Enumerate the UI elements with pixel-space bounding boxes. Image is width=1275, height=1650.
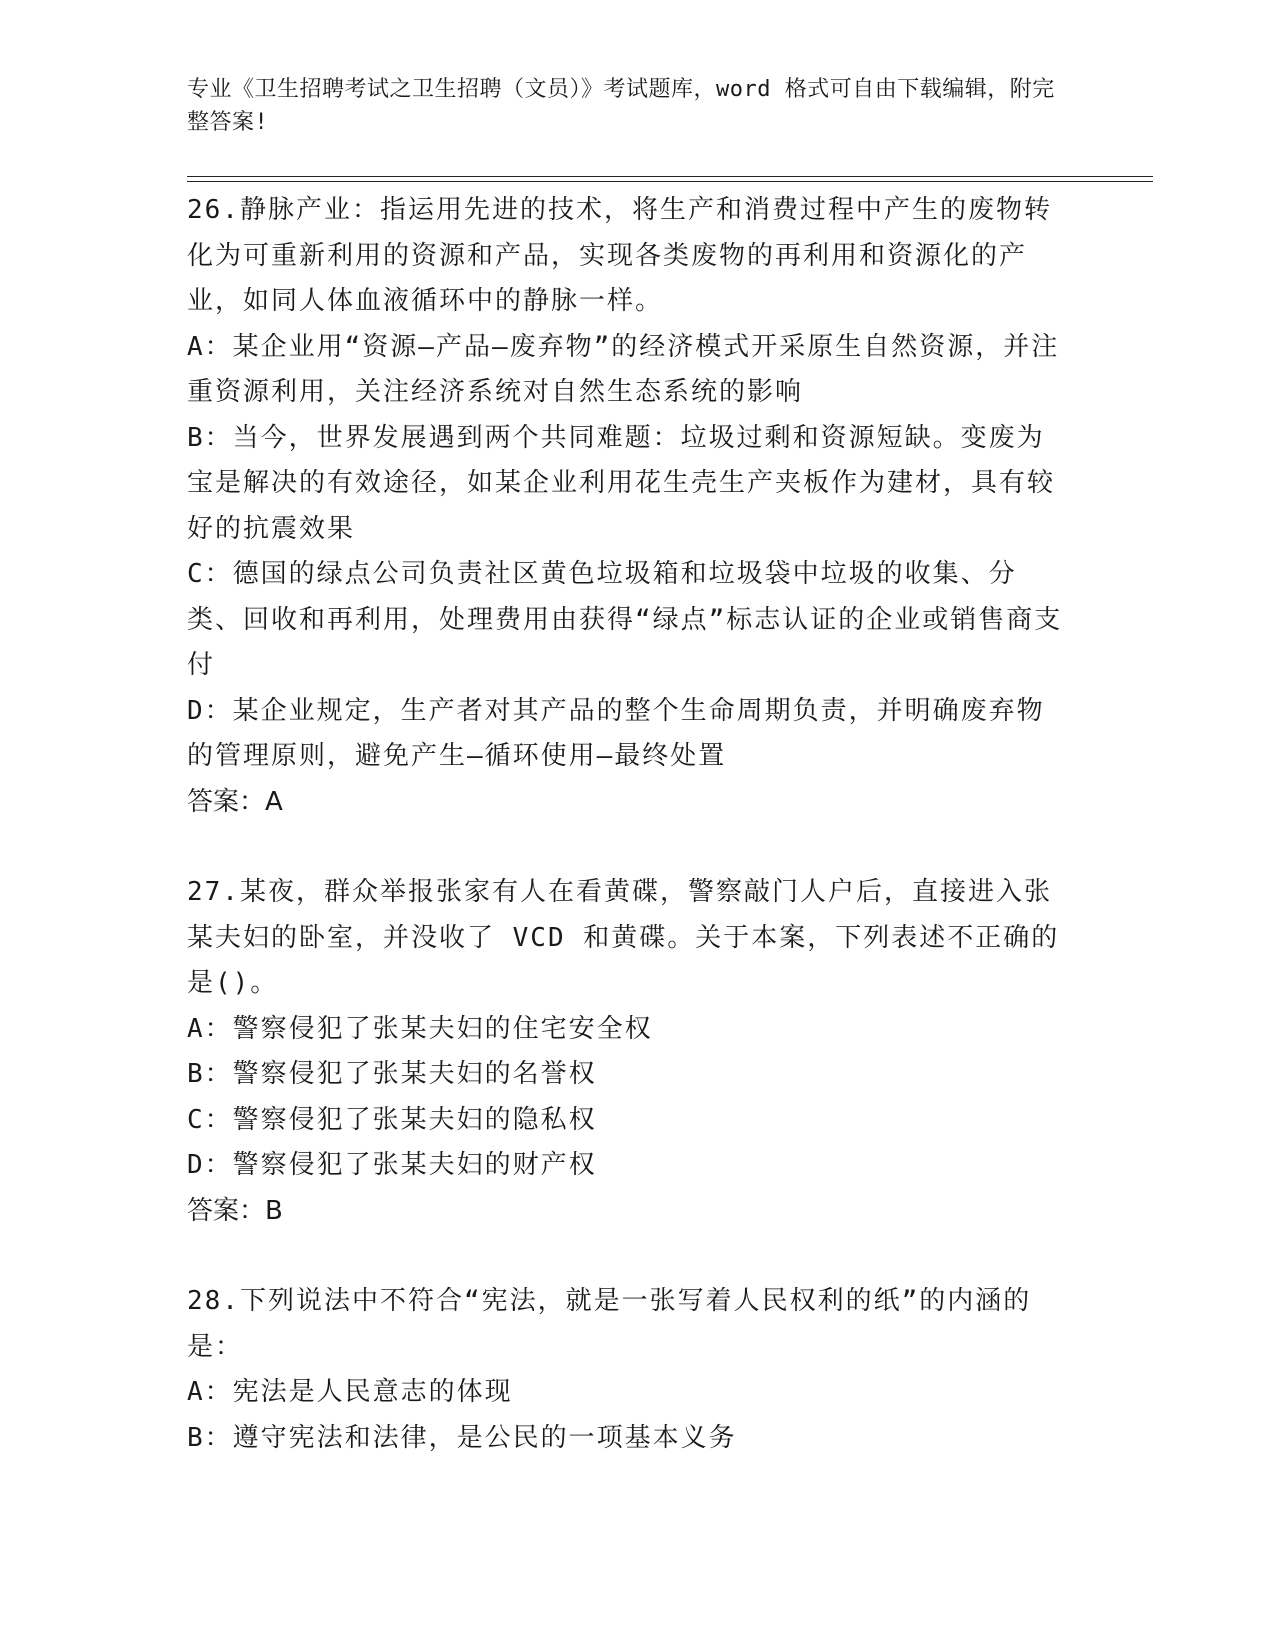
option-a: A：宪法是人民意志的体现 xyxy=(187,1377,513,1407)
question-stem: 27.某夜，群众举报张家有人在看黄碟，警察敲门人户后，直接进入张某夫妇的卧室，并没收了 VCD 和黄碟。关于本案，下列表述不正确的是()。 xyxy=(187,877,1060,998)
option-b: B：遵守宪法和法律，是公民的一项基本义务 xyxy=(187,1422,737,1453)
option-c: C：警察侵犯了张某夫妇的隐私权 xyxy=(187,1104,597,1135)
option-d: D：警察侵犯了张某夫妇的财产权 xyxy=(187,1150,597,1180)
option-d: D：某企业规定，生产者对其产品的整个生命周期负责，并明确废弃物的管理原则，避免产生—循环使用—最终处置 xyxy=(187,695,1045,771)
answer-text: 答案：B xyxy=(187,1195,283,1226)
option-a: A：某企业用“资源—产品—废弃物”的经济模式开采原生自然资源，并注重资源利用，关注经济系统对自然生态系统的影响 xyxy=(187,331,1060,407)
document-header: 专业《卫生招聘考试之卫生招聘（文员）》考试题库，word 格式可自由下载编辑，附完整答案! xyxy=(187,77,1055,135)
question-stem: 28.下列说法中不符合“宪法，就是一张写着人民权利的纸”的内涵的是： xyxy=(187,1286,1032,1362)
option-a: A：警察侵犯了张某夫妇的住宅安全权 xyxy=(187,1013,653,1044)
question-26 xyxy=(187,188,1067,825)
header-divider-bottom xyxy=(187,181,1153,182)
option-b: B：警察侵犯了张某夫妇的名誉权 xyxy=(187,1059,597,1089)
option-c: C：德国的绿点公司负责社区黄色垃圾箱和垃圾袋中垃圾的收集、分类、回收和再利用，处理费用由获得“绿点”标志认证的企业或销售商支付 xyxy=(187,559,1063,680)
question-27 xyxy=(187,870,1067,1234)
answer-text: 答案：A xyxy=(187,786,283,817)
question-stem: 26.静脉产业：指运用先进的技术，将生产和消费过程中产生的废物转化为可重新利用的资源和产品，实现各类废物的再利用和资源化的产业，如同人体血液循环中的静脉一样。 xyxy=(187,195,1052,316)
option-b: B：当今，世界发展遇到两个共同难题：垃圾过剩和资源短缺。变废为宝是解决的有效途径，如某企业利用花生壳生产夹板作为建材，具有较好的抗震效果 xyxy=(187,422,1056,544)
question-list xyxy=(187,188,1067,1461)
header-divider-top xyxy=(187,176,1153,177)
question-28 xyxy=(187,1279,1067,1461)
